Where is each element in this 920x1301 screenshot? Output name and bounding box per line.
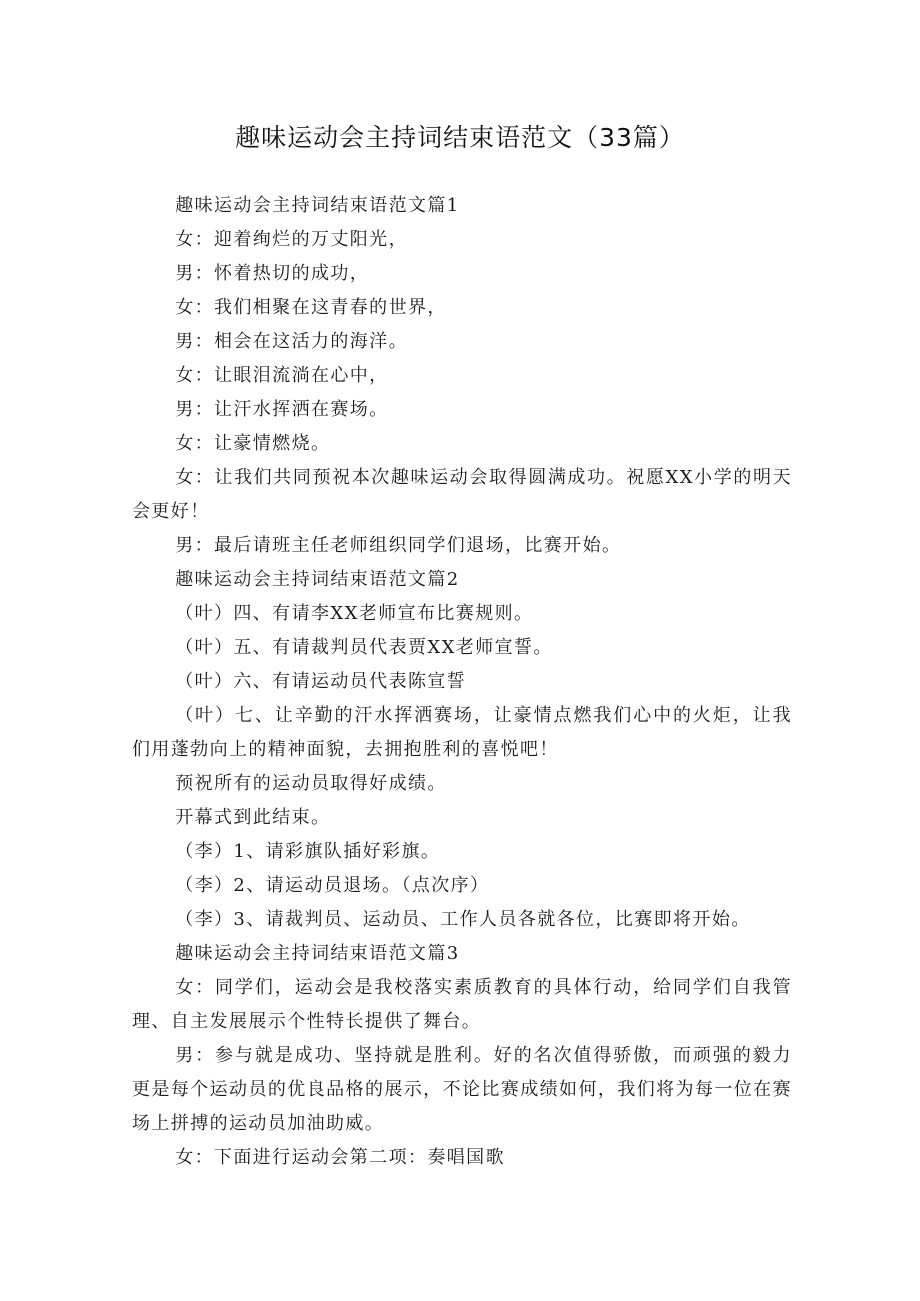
paragraph: （李）1、请彩旗队插好彩旗。 — [175, 841, 441, 862]
paragraph: 女：让豪情燃烧。 — [175, 433, 331, 454]
paragraph: 男：相会在这活力的海洋。 — [175, 331, 408, 352]
document-title: 趣味运动会主持词结束语范文（33篇） — [235, 123, 685, 152]
paragraph: （叶）五、有请裁判员代表贾XX老师宣誓。 — [175, 637, 553, 658]
paragraph: 开幕式到此结束。 — [175, 807, 331, 828]
paragraph: （李）2、请运动员退场。（点次序） — [175, 875, 490, 896]
paragraph: 女：迎着绚烂的万丈阳光， — [175, 229, 408, 250]
paragraph: （叶）七、让辛勤的汗水挥洒赛场，让豪情点燃我们心中的火炬，让我们用蓬勃向上的精神面貌，去拥抱胜利的喜悦吧！ — [132, 705, 792, 760]
paragraph: （叶）四、有请李XX老师宣布比赛规则。 — [175, 603, 534, 624]
paragraph: 女：下面进行运动会第二项：奏唱国歌 — [175, 1147, 505, 1168]
paragraph: 女：我们相聚在这青春的世界， — [175, 297, 447, 318]
document-body — [132, 189, 792, 1175]
paragraph: 男：怀着热切的成功， — [175, 263, 370, 284]
paragraph: 男：让汗水挥洒在赛场。 — [175, 399, 389, 420]
paragraph: 男：最后请班主任老师组织同学们退场，比赛开始。 — [175, 535, 622, 556]
section-heading: 趣味运动会主持词结束语范文篇2 — [175, 569, 460, 590]
paragraph: 女：让眼泪流淌在心中， — [175, 365, 389, 386]
section-heading: 趣味运动会主持词结束语范文篇3 — [175, 943, 460, 964]
paragraph: 女：同学们，运动会是我校落实素质教育的具体行动，给同学们自我管理、自主发展展示个性特长提供了舞台。 — [132, 977, 792, 1032]
paragraph: （李）3、请裁判员、运动员、工作人员各就各位，比赛即将开始。 — [175, 909, 751, 930]
paragraph: 男：参与就是成功、坚持就是胜利。好的名次值得骄傲，而顽强的毅力更是每个运动员的优良品格的展示，不论比赛成绩如何，我们将为每一位在赛场上拼搏的运动员加油助威。 — [132, 1045, 792, 1134]
paragraph: 女：让我们共同预祝本次趣味运动会取得圆满成功。祝愿XX小学的明天会更好！ — [132, 467, 792, 522]
paragraph: 预祝所有的运动员取得好成绩。 — [175, 773, 447, 794]
paragraph: （叶）六、有请运动员代表陈宣誓 — [175, 671, 467, 692]
section-heading: 趣味运动会主持词结束语范文篇1 — [175, 195, 460, 216]
